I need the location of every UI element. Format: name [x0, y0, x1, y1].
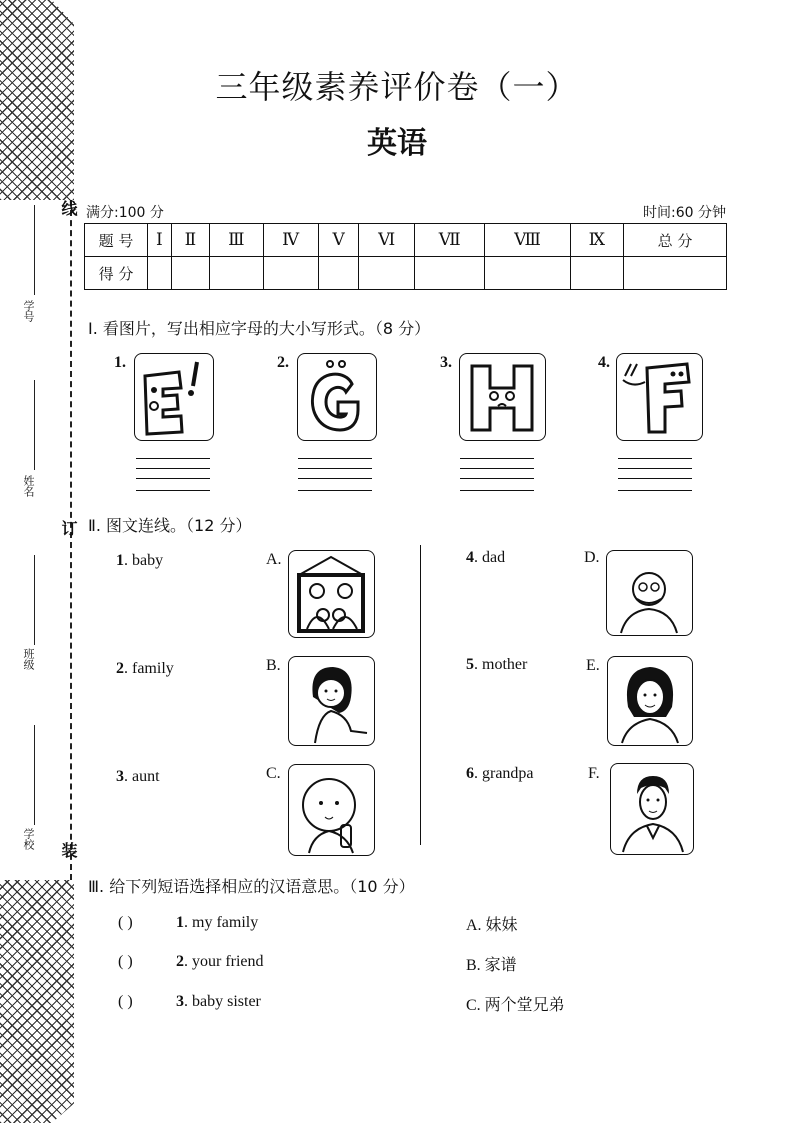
s2-picture-e-mother[interactable]	[607, 656, 693, 746]
s2-opt-b: B.	[266, 657, 281, 674]
s2-picture-c-baby[interactable]	[288, 764, 375, 856]
s3-option-c: C. 两个堂兄弟	[466, 997, 565, 1014]
s2-word-mother[interactable]	[466, 656, 527, 674]
s2-opt-f: F.	[588, 765, 600, 782]
col-v: Ⅴ	[318, 224, 359, 257]
score-table	[84, 223, 727, 290]
student-no-label: 学号	[22, 300, 35, 322]
score-cell[interactable]	[318, 257, 359, 290]
col-vii: Ⅶ	[414, 224, 484, 257]
s3-row1-answer-blank[interactable]: ( )	[118, 914, 133, 931]
score-cell[interactable]	[359, 257, 415, 290]
class-label: 班级	[22, 648, 35, 670]
section3-heading: Ⅲ. 给下列短语选择相应的汉语意思。（10 分）	[88, 877, 415, 896]
subject-title: 英语	[367, 126, 427, 161]
section2-divider	[420, 545, 421, 845]
s3-row1-num: 1	[176, 914, 184, 931]
s2-picture-d-grandpa[interactable]	[606, 550, 693, 636]
s2-num-6: 6	[466, 765, 474, 782]
s1-picture-letter-e	[134, 353, 214, 441]
section2-heading: Ⅱ. 图文连线。（12 分）	[88, 516, 252, 535]
s3-row2-text: . your friend	[184, 953, 264, 970]
bind-char-zhuang: 装	[59, 842, 78, 858]
s2-word-2: . family	[124, 660, 174, 677]
full-score: 满分:100 分	[86, 205, 164, 221]
s2-num-1: 1	[116, 552, 124, 569]
school-blank[interactable]	[34, 725, 35, 825]
s2-word-aunt[interactable]	[116, 768, 160, 786]
col-ii: Ⅱ	[171, 224, 210, 257]
s3-option-a: A. 妹妹	[466, 917, 518, 934]
row-label-score: 得 分	[85, 257, 148, 290]
s3-row3-phrase	[176, 993, 261, 1011]
student-no-blank[interactable]	[34, 205, 35, 295]
class-blank[interactable]	[34, 555, 35, 645]
col-ix: Ⅸ	[570, 224, 623, 257]
s1-picture-letter-f	[616, 353, 703, 441]
s2-word-6: . grandpa	[474, 765, 534, 782]
score-table-header-row	[85, 224, 727, 257]
score-cell[interactable]	[570, 257, 623, 290]
score-cell[interactable]	[210, 257, 263, 290]
col-i: Ⅰ	[148, 224, 172, 257]
s2-num-4: 4	[466, 549, 474, 566]
s2-word-family[interactable]	[116, 660, 174, 678]
s3-row3-answer-blank[interactable]: ( )	[118, 993, 133, 1010]
bind-char-xian: 线	[59, 200, 78, 216]
score-cell[interactable]	[263, 257, 318, 290]
s2-picture-b-woman[interactable]	[288, 656, 375, 746]
s2-word-4: . dad	[474, 549, 506, 566]
score-cell[interactable]	[485, 257, 570, 290]
exam-title: 三年级素养评价卷（一）	[215, 68, 579, 106]
s3-row3-num: 3	[176, 993, 184, 1010]
s3-option-b: B. 家谱	[466, 957, 517, 974]
s2-num-5: 5	[466, 656, 474, 673]
s3-row1-phrase	[176, 914, 258, 932]
bind-char-ding: 订	[59, 520, 78, 536]
s3-row2-num: 2	[176, 953, 184, 970]
binding-dashed-line	[70, 200, 72, 880]
col-total: 总 分	[624, 224, 727, 257]
s1-picture-letter-h	[459, 353, 546, 441]
s3-row2-phrase	[176, 953, 264, 971]
col-vi: Ⅵ	[359, 224, 415, 257]
s2-opt-e: E.	[586, 657, 600, 674]
school-label: 学校	[22, 828, 35, 850]
s2-num-3: 3	[116, 768, 124, 785]
s1-item3-num: 3.	[440, 354, 452, 371]
score-cell[interactable]	[171, 257, 210, 290]
score-cell[interactable]	[414, 257, 484, 290]
s2-word-3: . aunt	[124, 768, 160, 785]
s2-word-1: . baby	[124, 552, 164, 569]
score-cell-total[interactable]	[624, 257, 727, 290]
s3-row1-text: . my family	[184, 914, 259, 931]
binding-hatch-bottom	[0, 880, 74, 1123]
name-label: 姓名	[22, 475, 35, 497]
s2-word-baby[interactable]	[116, 552, 163, 570]
score-table-score-row	[85, 257, 727, 290]
row-label-question-no: 题 号	[85, 224, 148, 257]
s2-picture-a-family-portrait[interactable]	[288, 550, 375, 638]
col-viii: Ⅷ	[485, 224, 570, 257]
s2-word-5: . mother	[474, 656, 528, 673]
exam-time: 时间:60 分钟	[643, 205, 726, 221]
s1-item1-num: 1.	[114, 354, 126, 371]
s2-opt-d: D.	[584, 549, 600, 566]
s3-row3-text: . baby sister	[184, 993, 261, 1010]
s1-item4-num: 4.	[598, 354, 610, 371]
name-blank[interactable]	[34, 380, 35, 470]
s3-row2-answer-blank[interactable]: ( )	[118, 953, 133, 970]
s2-opt-a: A.	[266, 551, 282, 568]
s2-opt-c: C.	[266, 765, 281, 782]
s2-word-dad[interactable]	[466, 549, 505, 567]
s2-num-2: 2	[116, 660, 124, 677]
section1-heading: Ⅰ. 看图片，写出相应字母的大小写形式。（8 分）	[88, 319, 431, 338]
col-iii: Ⅲ	[210, 224, 263, 257]
s1-item2-num: 2.	[277, 354, 289, 371]
s1-picture-letter-g	[297, 353, 377, 441]
score-cell[interactable]	[148, 257, 172, 290]
s2-picture-f-man[interactable]	[610, 763, 694, 855]
s2-word-grandpa[interactable]	[466, 765, 534, 783]
col-iv: Ⅳ	[263, 224, 318, 257]
